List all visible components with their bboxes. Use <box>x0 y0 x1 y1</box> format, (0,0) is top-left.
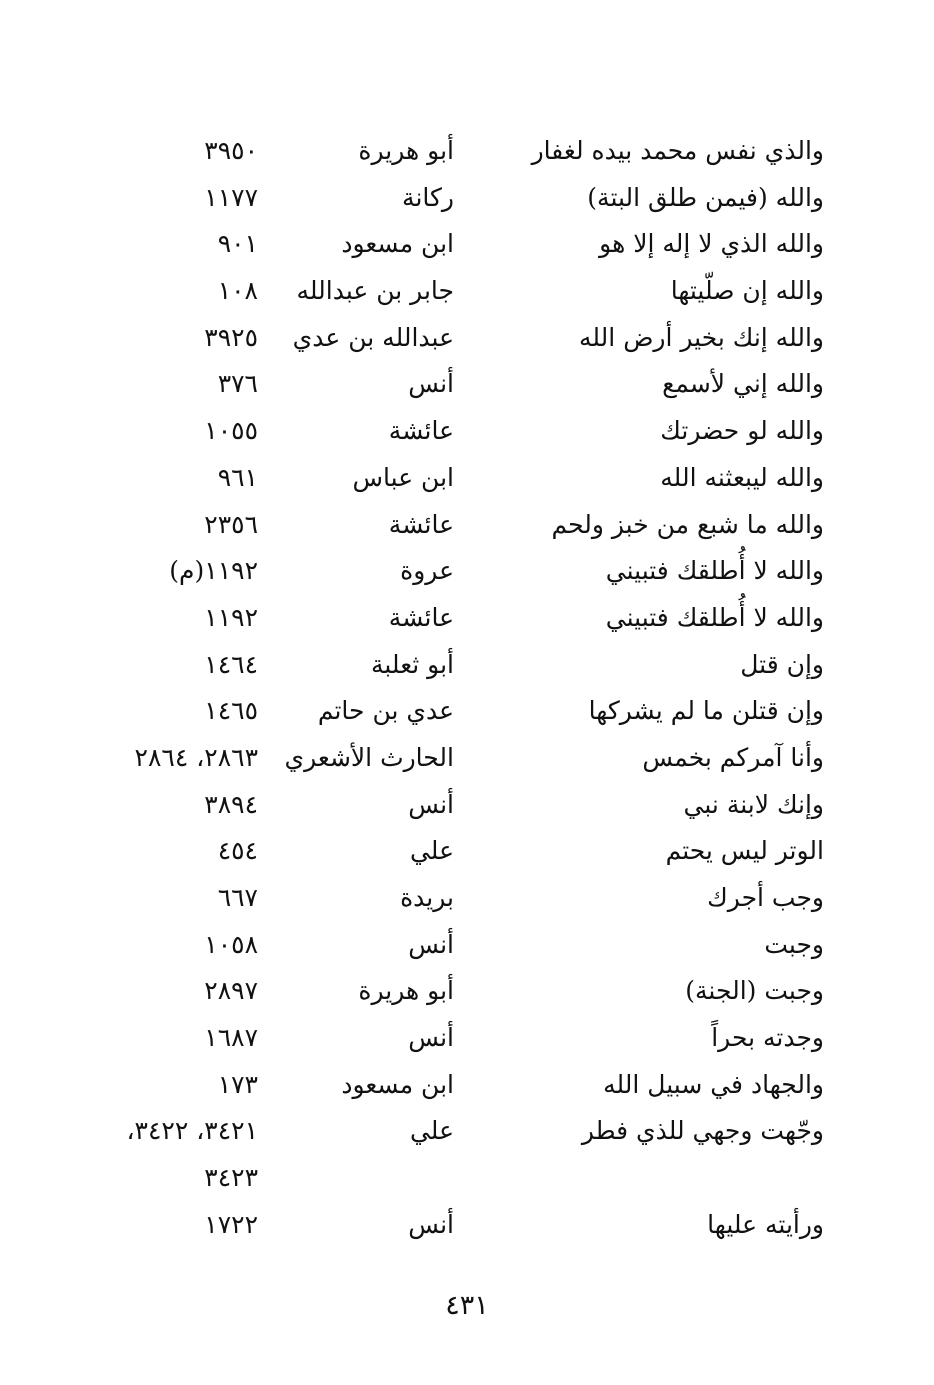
hadith-text: والله ما شبع من خبز ولحم <box>551 509 824 539</box>
hadith-reference-numbers: ١٤٦٥ <box>204 696 258 726</box>
hadith-text: وجّهت وجهي للذي فطر <box>581 1116 824 1146</box>
hadith-text: والذي نفس محمد بيده لغفار <box>531 136 824 165</box>
hadith-text: وإن قتل <box>740 649 824 679</box>
narrator: بريدة <box>400 883 454 912</box>
hadith-reference-numbers: ٢٣٥٦ <box>204 509 258 539</box>
narrator: أنس <box>408 369 454 399</box>
narrator: أنس <box>408 789 454 819</box>
hadith-text: والله إن صلّيتها <box>670 276 824 306</box>
hadith-text: وإن قتلن ما لم يشركها <box>588 696 824 726</box>
table-row <box>0 361 934 408</box>
hadith-reference-numbers: ٣٩٢٥ <box>204 322 258 352</box>
narrator: ابن مسعود <box>341 229 454 259</box>
hadith-reference-numbers: ٣٤٢١، ٣٤٢٢، <box>126 1116 258 1146</box>
narrator: عبدالله بن عدي <box>292 322 454 352</box>
narrator: عائشة <box>388 416 454 446</box>
hadith-text: وأنا آمركم بخمس <box>642 742 824 772</box>
table-row <box>0 502 934 549</box>
table-row <box>0 221 934 268</box>
narrator: جابر بن عبدالله <box>296 276 454 306</box>
narrator: علي <box>409 1116 454 1146</box>
narrator: أبو هريرة <box>358 976 454 1006</box>
hadith-reference-numbers: ١٤٦٤ <box>204 649 258 679</box>
table-row <box>0 968 934 1015</box>
table-row <box>0 128 934 175</box>
table-row <box>0 1062 934 1109</box>
table-row <box>0 548 934 595</box>
table-row <box>0 735 934 782</box>
hadith-reference-numbers: ٣٤٢٣ <box>204 1163 258 1193</box>
narrator: أبو ثعلبة <box>370 649 454 679</box>
narrator: ابن مسعود <box>341 1069 454 1099</box>
hadith-reference-numbers: ٣٧٦ <box>217 369 258 399</box>
narrator: علي <box>409 836 454 866</box>
table-row <box>0 1202 934 1249</box>
table-row <box>0 828 934 875</box>
hadith-reference-numbers: ٤٥٤ <box>217 836 258 866</box>
hadith-text: والله لا أُطلقك فتبيني <box>605 556 824 586</box>
hadith-text: وجب أجرك <box>707 883 824 912</box>
page-number: ٤٣١ <box>445 1290 489 1321</box>
table-row <box>0 688 934 735</box>
hadith-text: ورأيته عليها <box>707 1209 824 1239</box>
table-row <box>0 175 934 222</box>
hadith-reference-numbers: ١١٩٢(م) <box>169 556 258 586</box>
hadith-reference-numbers: ١١٧٧ <box>204 182 258 212</box>
hadith-text: وجدته بحراً <box>711 1023 824 1053</box>
hadith-reference-numbers: ٣٨٩٤ <box>204 789 258 819</box>
hadith-reference-numbers: ٩٠١ <box>217 229 258 259</box>
table-row <box>0 455 934 502</box>
hadith-text: والله ليبعثنه الله <box>660 462 824 492</box>
table-row <box>0 782 934 829</box>
hadith-reference-numbers: ١٠٥٥ <box>204 416 258 446</box>
narrator: ابن عباس <box>352 462 454 492</box>
hadith-reference-numbers: ٩٦١ <box>217 462 258 492</box>
table-row <box>0 1015 934 1062</box>
hadith-text: والله لو حضرتك <box>660 416 824 446</box>
hadith-reference-numbers: ٦٦٧ <box>217 883 258 912</box>
hadith-text: والله إنك بخير أرض الله <box>579 322 824 352</box>
hadith-reference-numbers: ١١٩٢ <box>204 602 258 632</box>
narrator: عدي بن حاتم <box>317 696 454 726</box>
hadith-text: والله إني لأسمع <box>662 369 824 399</box>
table-row <box>0 268 934 315</box>
table-row <box>0 922 934 969</box>
table-row <box>0 595 934 642</box>
hadith-text: وجبت (الجنة) <box>685 976 824 1006</box>
narrator: عائشة <box>388 602 454 632</box>
table-row <box>0 875 934 922</box>
narrator: أنس <box>408 1209 454 1239</box>
hadith-reference-numbers: ٣٩٥٠ <box>204 136 258 165</box>
narrator: أبو هريرة <box>358 136 454 165</box>
hadith-text: والله (فيمن طلق البتة) <box>587 182 824 212</box>
hadith-reference-numbers: ١٧٢٢ <box>204 1209 258 1239</box>
narrator: عروة <box>400 556 454 586</box>
hadith-text: الوتر ليس يحتم <box>665 836 824 866</box>
narrator: الحارث الأشعري <box>284 742 454 772</box>
narrator: عائشة <box>388 509 454 539</box>
hadith-text: وإنك لابنة نبي <box>683 789 824 819</box>
table-row <box>0 1108 934 1155</box>
hadith-reference-numbers: ٢٨٦٣، ٢٨٦٤ <box>134 742 258 772</box>
hadith-index-table <box>0 128 934 1249</box>
narrator: أنس <box>408 929 454 959</box>
narrator: ركانة <box>402 182 454 212</box>
narrator: أنس <box>408 1023 454 1053</box>
hadith-reference-numbers: ١٠٥٨ <box>204 929 258 959</box>
hadith-text: والله الذي لا إله إلا هو <box>599 229 824 259</box>
table-row <box>0 642 934 689</box>
table-row <box>0 408 934 455</box>
hadith-reference-numbers: ١٠٨ <box>217 276 258 306</box>
hadith-reference-numbers: ١٧٣ <box>217 1069 258 1099</box>
table-row <box>0 1155 934 1202</box>
hadith-reference-numbers: ٢٨٩٧ <box>204 976 258 1006</box>
table-row <box>0 315 934 362</box>
hadith-text: والله لا أُطلقك فتبيني <box>605 602 824 632</box>
hadith-reference-numbers: ١٦٨٧ <box>204 1023 258 1053</box>
hadith-text: والجهاد في سبيل الله <box>603 1069 824 1099</box>
hadith-text: وجبت <box>764 929 824 959</box>
